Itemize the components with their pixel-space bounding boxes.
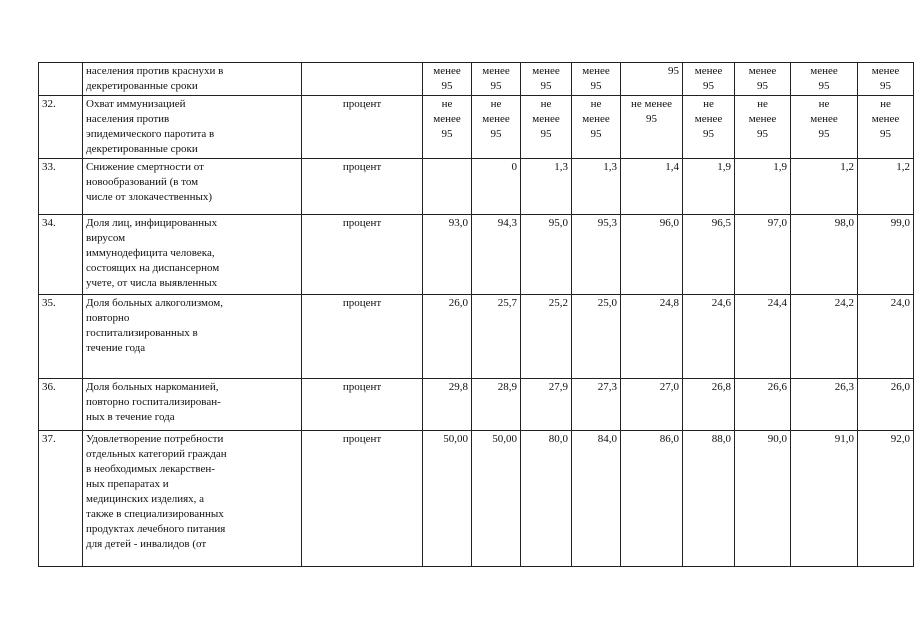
- value-cell: 96,5: [683, 215, 735, 295]
- value-cell: 95,3: [572, 215, 621, 295]
- unit-cell: процент: [302, 431, 423, 567]
- unit-cell: процент: [302, 159, 423, 215]
- value-cell: менее 95: [572, 63, 621, 96]
- indicator-name: Доля лиц, инфицированных вирусом иммунодефицита человека, состоящих на диспансерном учете, от числа выявленных: [83, 215, 302, 295]
- row-number: 36.: [39, 379, 83, 431]
- value-cell: 88,0: [683, 431, 735, 567]
- table-row: [39, 63, 914, 96]
- value-cell: 50,00: [423, 431, 472, 567]
- indicator-name: Снижение смертности от новообразований (в том числе от злокачественных): [83, 159, 302, 215]
- table-row: [39, 215, 914, 295]
- row-number: 33.: [39, 159, 83, 215]
- value-cell: 28,9: [472, 379, 521, 431]
- table-row: [39, 159, 914, 215]
- table-row: [39, 431, 914, 567]
- value-cell: 95,0: [521, 215, 572, 295]
- unit-cell: процент: [302, 96, 423, 159]
- value-cell: 98,0: [791, 215, 858, 295]
- value-cell: 97,0: [735, 215, 791, 295]
- value-cell: 24,8: [621, 295, 683, 379]
- value-cell: менее 95: [423, 63, 472, 96]
- value-cell: не менее 95: [521, 96, 572, 159]
- value-cell: 26,0: [423, 295, 472, 379]
- value-cell: 25,2: [521, 295, 572, 379]
- value-cell: 1,9: [735, 159, 791, 215]
- table-row: [39, 379, 914, 431]
- row-number: 35.: [39, 295, 83, 379]
- value-cell: не менее 95: [621, 96, 683, 159]
- value-cell: менее 95: [791, 63, 858, 96]
- value-cell: 1,4: [621, 159, 683, 215]
- value-cell: [423, 159, 472, 215]
- value-cell: 26,8: [683, 379, 735, 431]
- value-cell: 26,0: [858, 379, 914, 431]
- value-cell: 29,8: [423, 379, 472, 431]
- row-number: 32.: [39, 96, 83, 159]
- value-cell: 24,6: [683, 295, 735, 379]
- value-cell: не менее 95: [683, 96, 735, 159]
- value-cell: не менее 95: [423, 96, 472, 159]
- indicator-name: Удовлетворение потребности отдельных категорий граждан в необходимых лекарствен- ных препаратах и медицинских изделиях, а также в специализированных продуктах лечебного питания для детей - инвалидов (от: [83, 431, 302, 567]
- value-cell: 50,00: [472, 431, 521, 567]
- value-cell: 92,0: [858, 431, 914, 567]
- row-number: [39, 63, 83, 96]
- value-cell: 1,3: [521, 159, 572, 215]
- row-number: 34.: [39, 215, 83, 295]
- value-cell: 96,0: [621, 215, 683, 295]
- unit-cell: процент: [302, 379, 423, 431]
- value-cell: 80,0: [521, 431, 572, 567]
- value-cell: 0: [472, 159, 521, 215]
- value-cell: не менее 95: [791, 96, 858, 159]
- table-body: [39, 63, 914, 567]
- value-cell: 91,0: [791, 431, 858, 567]
- table-row: [39, 96, 914, 159]
- value-cell: 1,2: [858, 159, 914, 215]
- indicator-name: Охват иммунизацией населения против эпидемического паротита в декретированные сроки: [83, 96, 302, 159]
- value-cell: 24,0: [858, 295, 914, 379]
- value-cell: менее 95: [735, 63, 791, 96]
- value-cell: 1,9: [683, 159, 735, 215]
- indicator-name: Доля больных алкоголизмом, повторно госпитализированных в течение года: [83, 295, 302, 379]
- indicators-table: [38, 62, 914, 567]
- value-cell: не менее 95: [572, 96, 621, 159]
- table-row: [39, 295, 914, 379]
- row-number: 37.: [39, 431, 83, 567]
- value-cell: менее 95: [683, 63, 735, 96]
- indicator-name: Доля больных наркоманией, повторно госпитализирован- ных в течение года: [83, 379, 302, 431]
- value-cell: 1,3: [572, 159, 621, 215]
- value-cell: 84,0: [572, 431, 621, 567]
- unit-cell: [302, 63, 423, 96]
- value-cell: 95: [621, 63, 683, 96]
- value-cell: 25,7: [472, 295, 521, 379]
- value-cell: 86,0: [621, 431, 683, 567]
- value-cell: 94,3: [472, 215, 521, 295]
- value-cell: 90,0: [735, 431, 791, 567]
- value-cell: 27,3: [572, 379, 621, 431]
- value-cell: менее 95: [521, 63, 572, 96]
- value-cell: 24,2: [791, 295, 858, 379]
- value-cell: менее 95: [858, 63, 914, 96]
- value-cell: 24,4: [735, 295, 791, 379]
- value-cell: 25,0: [572, 295, 621, 379]
- value-cell: 27,0: [621, 379, 683, 431]
- value-cell: 93,0: [423, 215, 472, 295]
- indicator-name: населения против краснухи в декретированные сроки: [83, 63, 302, 96]
- value-cell: 99,0: [858, 215, 914, 295]
- unit-cell: процент: [302, 295, 423, 379]
- value-cell: 26,3: [791, 379, 858, 431]
- value-cell: 26,6: [735, 379, 791, 431]
- value-cell: 1,2: [791, 159, 858, 215]
- value-cell: 27,9: [521, 379, 572, 431]
- unit-cell: процент: [302, 215, 423, 295]
- value-cell: не менее 95: [735, 96, 791, 159]
- value-cell: менее 95: [472, 63, 521, 96]
- value-cell: не менее 95: [858, 96, 914, 159]
- value-cell: не менее 95: [472, 96, 521, 159]
